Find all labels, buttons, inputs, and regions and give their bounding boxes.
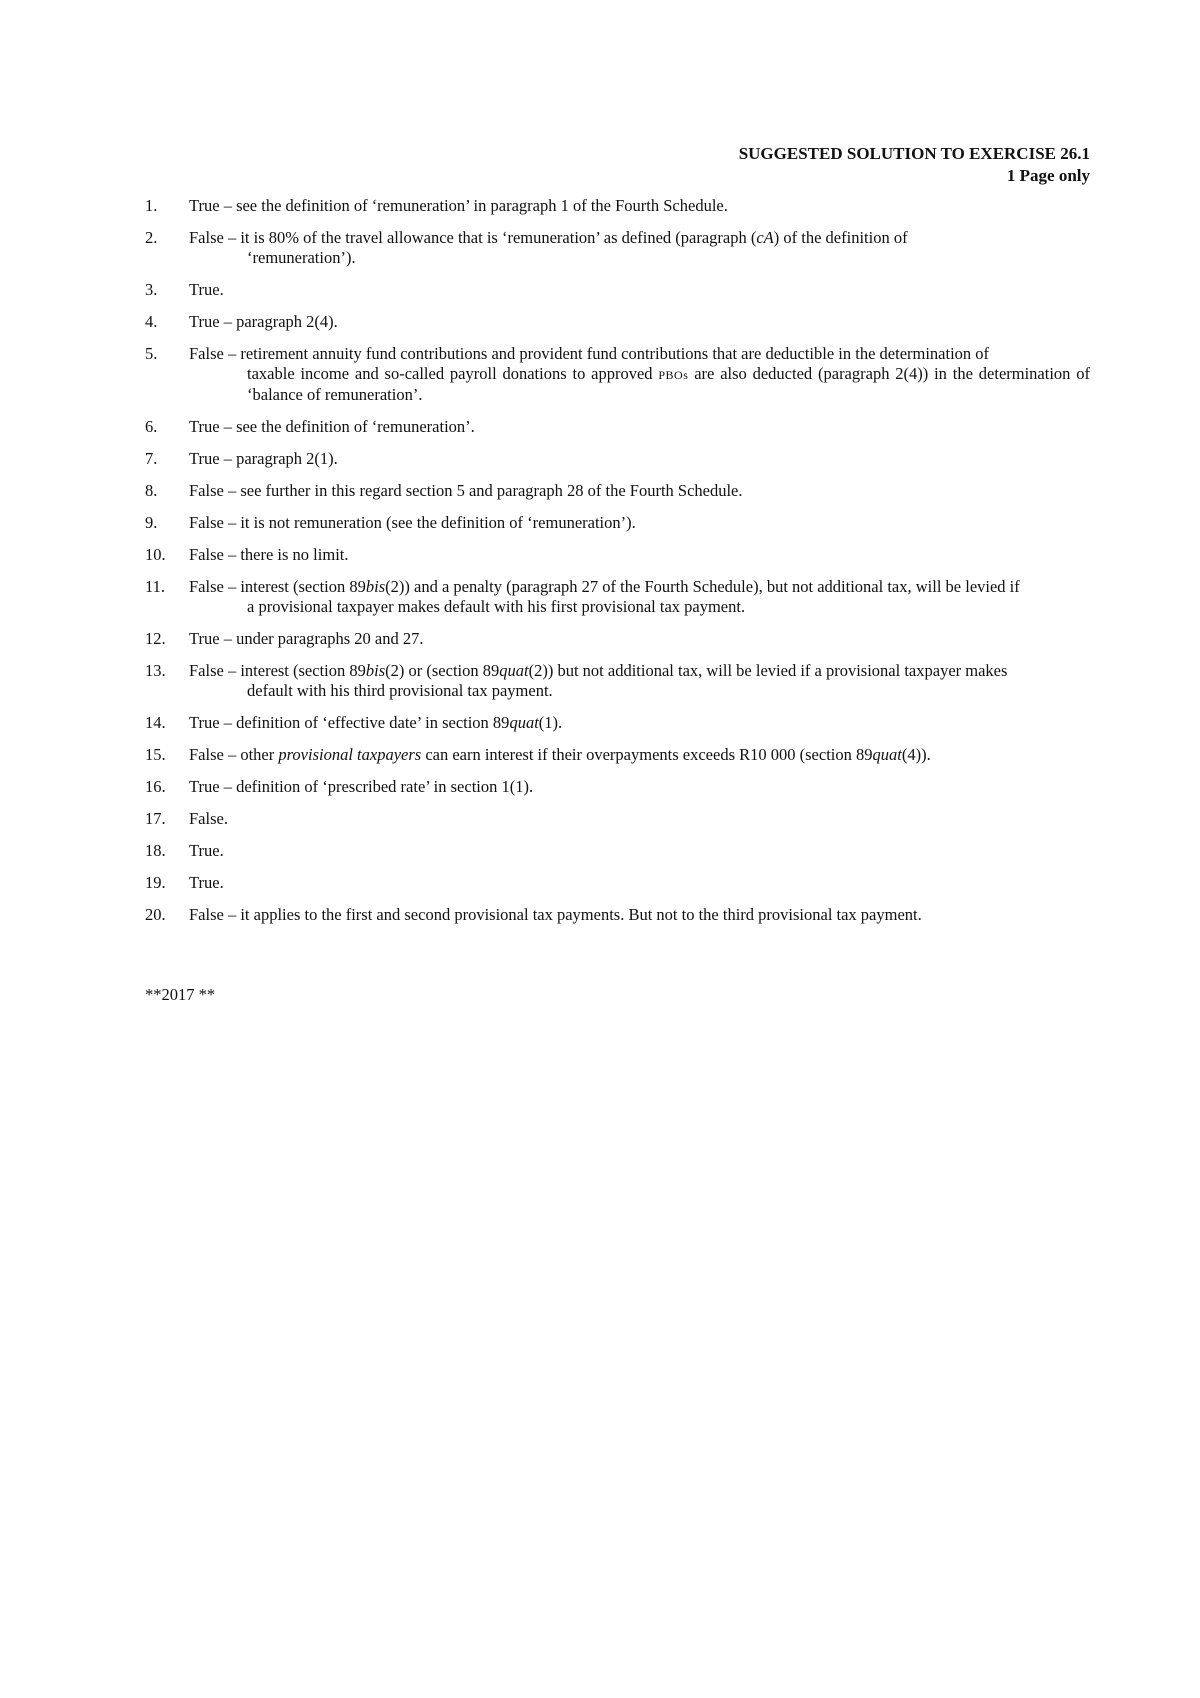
item-text-part: determination of ‘balance of remuneration’. [247, 364, 1090, 404]
item-number: 19. [145, 873, 166, 892]
item-text-continuation: ‘remuneration’). [247, 248, 356, 267]
list-item [145, 449, 1090, 469]
item-text-italic: quat [509, 713, 539, 732]
item-text-part: False – retirement annuity fund contributions and provident fund contributions that are deductible in the determination of [189, 344, 990, 363]
item-text [189, 228, 1090, 268]
item-text-part: can earn interest if their overpayments exceeds R10 000 (section 89 [421, 745, 873, 764]
list-item [145, 312, 1090, 332]
item-text-part: False – interest (section 89 [189, 661, 366, 680]
item-text [189, 661, 1090, 701]
item-number: 7. [145, 449, 158, 468]
item-text-italic: bis [365, 661, 386, 680]
item-text-part: False – other [189, 745, 279, 764]
list-item [145, 629, 1090, 649]
item-text: True – under paragraphs 20 and 27. [189, 629, 424, 648]
item-text-part: (2)) but not additional tax, will be levied if a provisional taxpayer makes [528, 661, 1008, 680]
item-text-part: (1). [538, 713, 563, 732]
item-text: False – see further in this regard section 5 and paragraph 28 of the Fourth Schedule. [189, 481, 743, 500]
item-number: 3. [145, 280, 158, 299]
item-text-italic: quat [499, 661, 529, 680]
item-number: 1. [145, 196, 158, 215]
item-text: True – see the definition of ‘remuneration’ in paragraph 1 of the Fourth Schedule. [189, 196, 728, 215]
list-item [145, 481, 1090, 501]
item-text-part: False – it is 80% of the travel allowance that is ‘remuneration’ as defined (paragraph ( [189, 228, 757, 247]
item-number: 6. [145, 417, 158, 436]
item-text: True. [189, 873, 224, 892]
item-text: False – there is no limit. [189, 545, 349, 564]
item-text-part: are also deducted (paragraph 2(4)) in the [688, 364, 973, 383]
item-number: 5. [145, 344, 158, 363]
list-item [145, 905, 1090, 925]
list-item [145, 661, 1090, 701]
item-text-smallcaps: PBOs [658, 368, 689, 382]
item-text-italic: quat [872, 745, 902, 764]
item-text: True – definition of ‘prescribed rate’ in section 1(1). [189, 777, 534, 796]
item-text-part: False – interest (section 89 [189, 577, 366, 596]
item-text: True – paragraph 2(1). [189, 449, 338, 468]
item-text-italic: bis [365, 577, 386, 596]
item-text: False – it applies to the first and second provisional tax payments. But not to the third provisional tax payment. [189, 905, 922, 924]
item-number: 17. [145, 809, 166, 828]
item-text-part: ) of the definition of [773, 228, 908, 247]
item-text-continuation [189, 364, 1090, 405]
list-item [145, 545, 1090, 565]
item-text [189, 713, 1090, 733]
item-text-part: (4)). [901, 745, 931, 764]
item-text [189, 344, 1090, 405]
item-number: 10. [145, 545, 166, 564]
item-number: 13. [145, 661, 166, 680]
item-text: True. [189, 841, 224, 860]
item-text-continuation: default with his third provisional tax payment. [247, 681, 553, 700]
list-item [145, 777, 1090, 797]
list-item [145, 809, 1090, 829]
list-item [145, 196, 1090, 216]
list-item [145, 280, 1090, 300]
item-number: 4. [145, 312, 158, 331]
item-text [189, 745, 1090, 765]
list-item [145, 841, 1090, 861]
item-text [189, 577, 1090, 617]
item-text: True – see the definition of ‘remuneration’. [189, 417, 475, 436]
item-number: 14. [145, 713, 166, 732]
page-title: SUGGESTED SOLUTION TO EXERCISE 26.1 [738, 144, 1090, 163]
item-text-italic: provisional taxpayers [278, 745, 422, 764]
item-number: 20. [145, 905, 166, 924]
list-item [145, 228, 1090, 268]
item-text-part: (2)) and a penalty (paragraph 27 of the Fourth Schedule), but not additional tax, will be levied if [385, 577, 1020, 596]
item-text: True. [189, 280, 224, 299]
item-number: 2. [145, 228, 158, 247]
item-text: True – paragraph 2(4). [189, 312, 338, 331]
item-number: 18. [145, 841, 166, 860]
item-number: 16. [145, 777, 166, 796]
list-item [145, 344, 1090, 405]
list-item [145, 577, 1090, 617]
item-text-part: taxable income and so-called payroll donations to approved [247, 364, 659, 383]
list-item [145, 873, 1090, 893]
item-text-part: True – definition of ‘effective date’ in section 89 [189, 713, 510, 732]
footer-mark: **2017 ** [145, 985, 216, 1004]
page-subtitle: 1 Page only [1006, 166, 1090, 185]
item-number: 8. [145, 481, 158, 500]
item-text: False – it is not remuneration (see the definition of ‘remuneration’). [189, 513, 636, 532]
item-text: False. [189, 809, 228, 828]
item-number: 12. [145, 629, 166, 648]
list-item [145, 713, 1090, 733]
list-item [145, 417, 1090, 437]
heading-block [600, 143, 1090, 187]
list-item [145, 513, 1090, 533]
item-number: 11. [145, 577, 166, 596]
item-text-part: (2) or (section 89 [385, 661, 500, 680]
list-item [145, 745, 1090, 765]
item-text-continuation: a provisional taxpayer makes default with his first provisional tax payment. [247, 597, 746, 616]
item-number: 15. [145, 745, 166, 764]
answer-list [145, 196, 1090, 937]
item-text-italic: cA [756, 228, 774, 247]
item-number: 9. [145, 513, 158, 532]
